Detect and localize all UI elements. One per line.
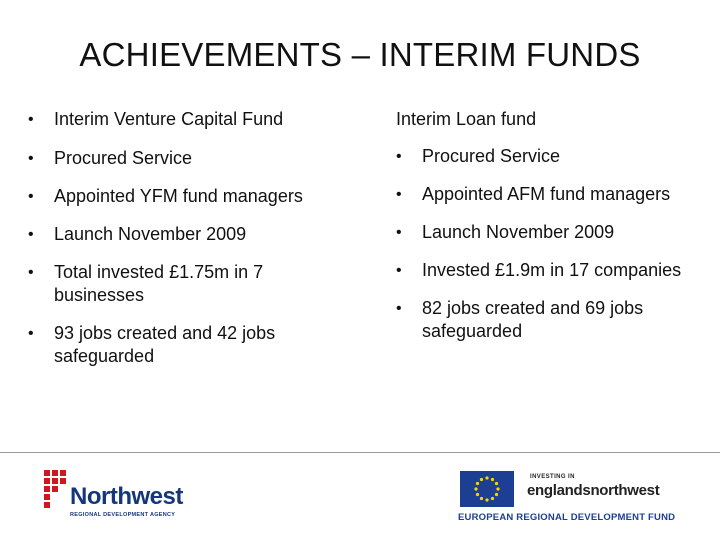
eu-flag-icon	[460, 471, 514, 507]
list-item: • Launch November 2009	[28, 223, 358, 246]
list-item: • 82 jobs created and 69 jobs safeguarded	[396, 297, 706, 343]
list-item: • Procured Service	[396, 145, 706, 168]
northwest-logo	[44, 470, 184, 524]
erdf-label: EUROPEAN REGIONAL DEVELOPMENT FUND	[458, 512, 676, 523]
left-column	[28, 108, 358, 383]
right-column	[396, 108, 706, 358]
list-item: • Appointed YFM fund managers	[28, 185, 358, 208]
list-item: • Procured Service	[28, 147, 358, 170]
northwest-logo-text: Northwest	[70, 483, 183, 510]
investing-in-label: INVESTING IN	[530, 474, 575, 480]
list-item: • Launch November 2009	[396, 221, 706, 244]
slide-title: ACHIEVEMENTS – INTERIM FUNDS	[79, 36, 641, 73]
northwest-logo-subtext: REGIONAL DEVELOPMENT AGENCY	[70, 512, 176, 518]
list-item: • Invested £1.9m in 17 companies	[396, 259, 706, 282]
footer-divider	[0, 452, 720, 453]
englands-northwest-logo-text: englandsnorthwest	[527, 482, 660, 499]
right-bullet-list	[396, 145, 706, 343]
list-item: • 93 jobs created and 42 jobs safeguarded	[28, 322, 358, 368]
list-item: • Interim Venture Capital Fund	[28, 108, 358, 131]
left-bullet-list	[28, 108, 358, 368]
right-column-heading: Interim Loan fund	[396, 109, 537, 129]
northwest-squares-icon	[44, 470, 66, 508]
list-item: • Appointed AFM fund managers	[396, 183, 706, 206]
list-item: • Total invested £1.75m in 7 businesses	[28, 261, 358, 307]
